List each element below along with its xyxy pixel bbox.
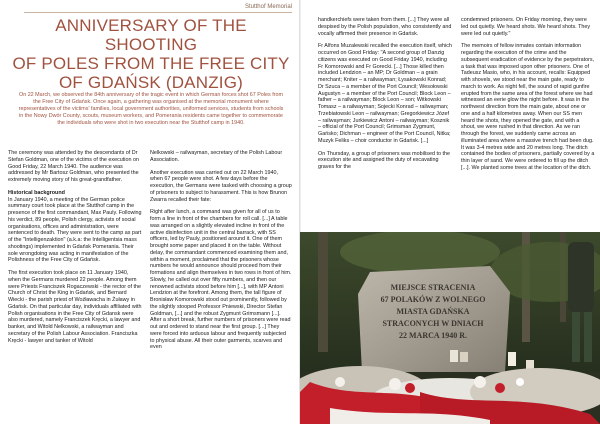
running-head: Stutthof Memorial [24,4,292,13]
paragraph: handkerchiefs were taken from them. [...] They were all despised by the Polish population, who consistently and vocally affirmed their presence in Gdańsk. [318,17,452,37]
tree-trunk [318,232,328,352]
paragraph: condemned prisoners. On Friday morning, they were led out quietly. We heard shots. We heard shots. They were led out quietly." [461,17,591,37]
paragraph: The memoirs of fellow inmates contain information regarding the execution of the crime and the subsequent eradication of evidence by the perpetrators, a task that was imposed upon other prisoners. One of Tadeusz Masio, who, in his account, recalls: Equipped with shovels, we stood near the main gate, ready to march to work. As night fell, the sound of rapid gunfire erupted from the same area of the forest where we had witnessed an eerie glow the night before. It was in the northwest direction from the main gate, about one or one and a half kilometres away. When our SS men heard the shots, they opened the gate, and with a shout, we were rushed in that direction. As we ran through the forest, we suddenly came across an illuminated area where a massive trench had been dug. It was 3-4 metres wide and 20 metres long. The ditch contained the bodies of prisoners, partially covered by a thin layer of sand. We were ordered to fill up the ditch [...]. We planted some trees at the location of the ditch. [461,43,595,171]
paragraph: Fr Alfons Muzalewski recalled the execution itself, which occurred on Good Friday: "A second group of Danzig citizens was executed on Good Friday 1940, including Fr Komorowski and Fr Gorecki. [...] Those killed then included Lendzion – an MP; Dr Goldman – a grain merchant; Kniter – a railwayman; Łysakowski Konrad; Dr Szuca – a member of the Port Council; Wesołowski Augustyn – a member of the Port Council; Block Leon – father – a railwayman; Block Leon – son; Witkowski Tomasz – a railwayman; Sojecki Konrad – railwayman; Trzebiatowski Leon – railwayman; Gregorkiewicz Józef – railwayman; Jurkiewicz Antoni – railwayman; Kosznik – official of the Port Council; Grimsman Zygmunt, Gańsko; Dichman – engineer of the Port Council, Nitka; Muzyk Feliks – choir conductor in Gdańsk. [...] [318,43,452,144]
person-silhouette [572,312,580,362]
paragraph: The first execution took place on 11 January 1940, when the Germans murdered 22 people. Among them were Priests Franciszek Rogaczewski - the rector of the Church of Christ the King in Gdańsk, and Bernard Wiecki - the parish priest of Woźławacha in Żuławy in Gdańsk. On that particular day, individuals affiliated with Polish organisations in the Free City of Gdansk were also murdered, namely Franciszek Kręcki, a lawyer and banker, and Witold Nelkowski, a railwayman and secretary of the Polish Labour Association. Franciszka Kręcki - lawyer and tanker of Witold [8,270,142,344]
column-4 [461,17,595,178]
plaque-line: MIEJSCE STRACENIA [390,283,476,292]
plaque-line: STRACONYCH W DNIACH [382,319,484,328]
paragraph: Another execution was carried out on 22 March 1940, when 67 people were shot. A few days before the execution, the Germans were tasked with choosing a group of prisoners to subject to harassment. This is how Brunon Zwarra recalled their fate: [150,169,292,203]
column-3 [318,17,452,177]
paragraph: Right after lunch, a command was given for all of us to form a line in front of the chambers for roll call. [...] A table was arranged on a slightly elevated incline in front of the active disinfection unit in the central barrack, with SS officers, led by Pauly, positioned around it. One of them brought some paper and placed it on the table. Without delay, the commandant commenced examining them and, within a moment, proclaimed that the prisoners whose numbers he would announce should proceed from their formations and align themselves in two rows in front of him. Slowly, he called out over fifty numbers, and then our renowned activists stood before him [...], with MP Antoni Lendzion at the forefront. Among them, the tall figure of Bronisław Komorowski stood out prominently, followed by the slightly stooped Professor Pniewski, Director Stefan Goldman, [...] and the robust Zygmunt Grimsmann [...]. After a short break, further numbers of prisoners were read out and ordered to stand near the first group. [...] They were forced into arduous labour and frequently subjected to physical abuse. All their outer garments, scarves and even [150,209,292,351]
column-1 [8,150,142,350]
title-line-3: OF GDAŃSK (DANZIG) [59,73,243,92]
plaque-line: MIASTA GDAŃSKA [396,307,470,316]
paragraph: The ceremony was attended by the descendants of Dr Stefan Goldman, one of the victims of the execution on Good Friday, 22 March 1940. The audience was addressed by Mr Bartosz Goldman, who presented the extremely moving story of his great-grandfather. [8,150,139,183]
paragraph: Nelkowski – railwayman, secretary of the Polish Labour Association. [150,150,283,163]
plaque-line: 22 MARCA 1940 R. [399,331,467,340]
plaque-line: 67 POLAKÓW Z WOLNEGO [380,295,486,304]
memorial-photo [300,232,600,424]
column-2 [150,150,292,357]
title-line-1: ANNIVERSARY OF THE SHOOTING [55,16,247,54]
paragraph: On Thursday, a group of prisoners was mobilised to the execution site and assigned the duty of excavating graves for the [318,150,450,170]
section-heading: Historical background [8,189,65,196]
article-title [10,16,292,92]
lead-paragraph: On 22 March, we observed the 84th anniversary of the tragic event in which German forces shot 67 Poles from the Free City of Gdańsk. Once again, a gathering was organised at the memorial monument where representatives of the victims' families, local government authorities, uniformed services, students from schools in the Nowy Dwór County, scouts, museum workers, and Pomerania residents came together to commemorate the individuals who were shot in two execution near the Stutthof camp in 1940. [18,92,284,126]
paragraph: In January 1940, a meeting of the German police summary court took place at the Stutthof camp in the presence of the first commandant, Max Pauly. Following his verdict, 89 people, Polish clergy, activists of social organisations, offices and administration, were sentenced to death. They were sent to the camp as part of the "Intelligenzaktion" (a.k.a: the Intelligentsia mass shootings) implemented in Gdańsk Pomerania. Their sole wrongdoing was acting in manifestation of the Polishness of the Free City of Gdańsk. [8,196,142,264]
memorial-photo-illustration [300,232,600,424]
title-line-2: OF POLES FROM THE FREE CITY [12,54,290,73]
person-silhouette [568,242,594,312]
